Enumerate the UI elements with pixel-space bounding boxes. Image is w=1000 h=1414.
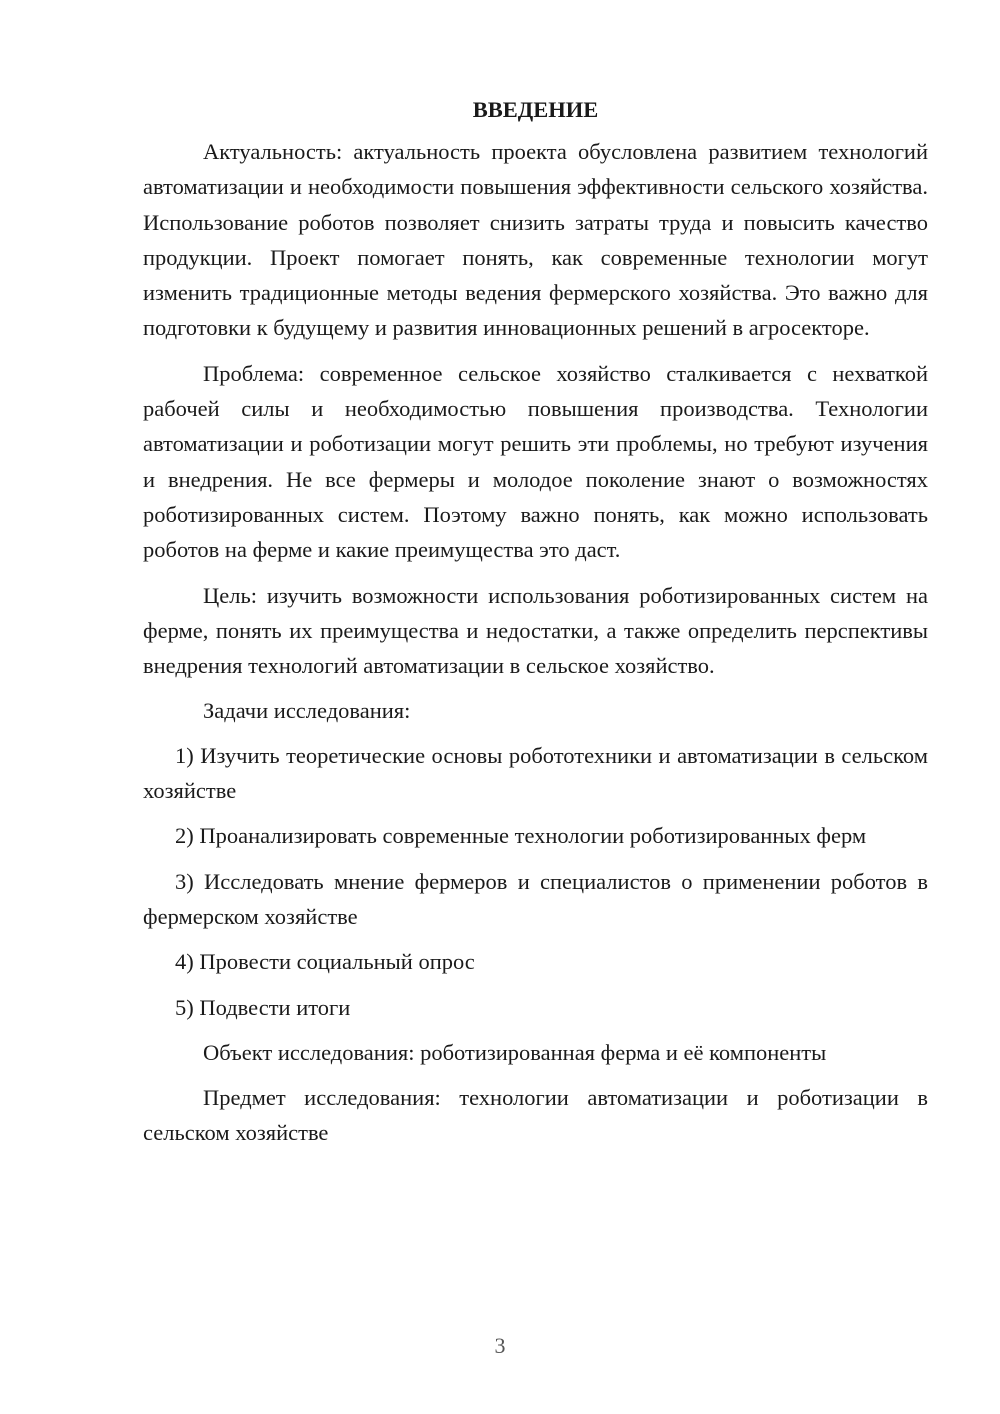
- relevance-paragraph: Актуальность: актуальность проекта обусловлена развитием технологий автоматизации и необходимости повышения эффективности сельского хозяйства. Использование роботов позволяет снизить затраты труда и повысить качество продукции. Проект помогает понять, как современные технологии могут изменить традиционные методы ведения фермерского хозяйства. Это важно для подготовки к будущему и развития инновационных решений в агросекторе.: [143, 139, 928, 341]
- subject-paragraph: Предмет исследования: технологии автоматизации и роботизации в сельском хозяйстве: [143, 1085, 928, 1146]
- page-title: ВВЕДЕНИЕ: [472, 97, 599, 122]
- object-paragraph: Объект исследования: роботизированная ферма и её компоненты: [203, 1039, 827, 1065]
- page-number: 3: [494, 1333, 506, 1358]
- task-item-3: 3) Исследовать мнение фермеров и специалистов о применении роботов в фермерском хозяйстве: [143, 868, 928, 929]
- page-content: [143, 92, 928, 1161]
- goal-paragraph: Цель: изучить возможности использования роботизированных систем на ферме, понять их преимущества и недостатки, а также определить перспективы внедрения технологий автоматизации в сельское хозяйство.: [143, 582, 928, 679]
- task-item-5: 5) Подвести итоги: [175, 994, 351, 1020]
- problem-paragraph: Проблема: современное сельское хозяйство сталкивается с нехваткой рабочей силы и необходимостью повышения производства. Технологии автоматизации и роботизации могут решить эти проблемы, но требуют изучения и внедрения. Не все фермеры и молодое поколение знают о возможностях роботизированных систем. Поэтому важно понять, как можно использовать роботов на ферме и какие преимущества это даст.: [143, 360, 928, 563]
- task-item-2: 2) Проанализировать современные технологии роботизированных ферм: [175, 823, 867, 849]
- task-item-4: 4) Провести социальный опрос: [175, 949, 475, 975]
- tasks-heading: Задачи исследования:: [203, 698, 411, 724]
- task-item-1: 1) Изучить теоретические основы робототехники и автоматизации в сельском хозяйстве: [143, 742, 928, 804]
